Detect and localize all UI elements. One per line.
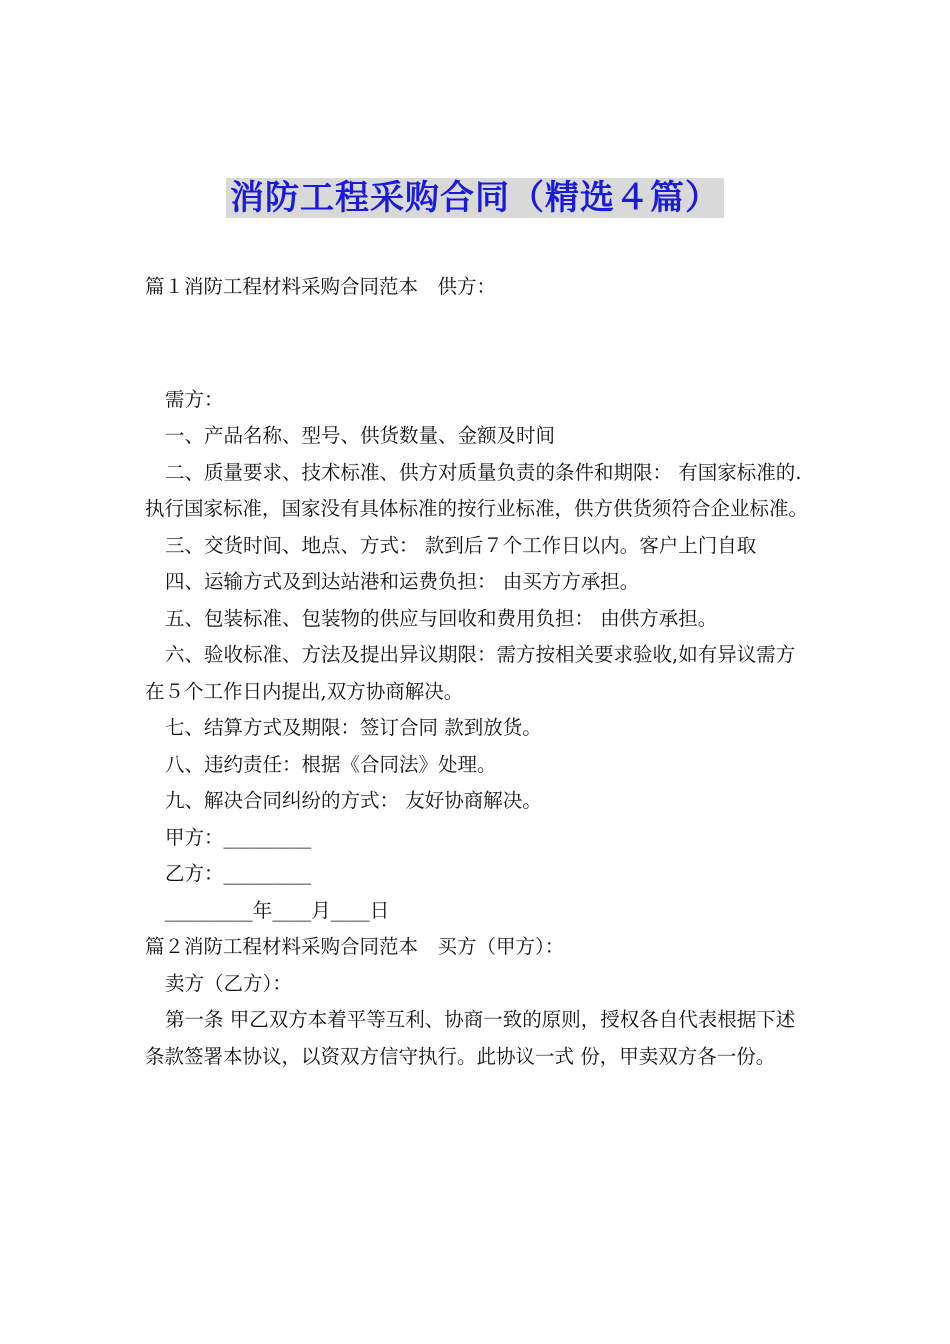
section-heading: 篇１消防工程材料采购合同范本 供方： <box>145 275 497 298</box>
paragraph: 四、运输方式及到达站港和运费负担： 由买方方承担。 <box>165 570 640 593</box>
paragraph: 七、结算方式及期限：签订合同 款到放货。 <box>165 716 542 739</box>
paragraph: 八、违约责任：根据《合同法》处理。 <box>165 752 497 776</box>
paragraph: 需方： <box>165 387 224 411</box>
date-line: _________年____月____日 <box>165 898 390 922</box>
paragraph: 三、交货时间、地点、方式： 款到后７个工作日以内。客户上门自取 <box>165 533 757 557</box>
paragraph: 五、包装标准、包装物的供应与回收和费用负担： 由供方承担。 <box>165 606 718 630</box>
paragraph: 九、解决合同纠纷的方式： 友好协商解决。 <box>165 789 542 812</box>
signature-line-party-b: 乙方：_________ <box>165 862 312 885</box>
blank-space <box>145 306 808 382</box>
paragraph: 卖方（乙方）： <box>165 971 292 995</box>
paragraph: 六、验收标准、方法及提出异议期限：需方按相关要求验收,如有异议需方在５个工作日内提出,双方协商解决。 <box>145 643 796 703</box>
signature-line-party-a: 甲方：_________ <box>165 825 312 849</box>
title-container <box>0 178 950 218</box>
paragraph: 二、质量要求、技术标准、供方对质量负责的条件和期限： 有国家标准的.执行国家标准，国家没有具体标准的按行业标准，供方供货须符合企业标准。 <box>145 460 809 520</box>
document-body <box>145 269 808 1075</box>
paragraph: 一、产品名称、型号、供货数量、金额及时间 <box>165 424 556 447</box>
section-heading: 篇２消防工程材料采购合同范本 买方（甲方）： <box>145 935 565 958</box>
document-title: 消防工程采购合同（精选４篇） <box>226 178 724 218</box>
paragraph: 第一条 甲乙双方本着平等互利、协商一致的原则，授权各自代表根据下述条款签署本协议，以资双方信守执行。此协议一式 份，甲卖双方各一份。 <box>145 1008 796 1068</box>
